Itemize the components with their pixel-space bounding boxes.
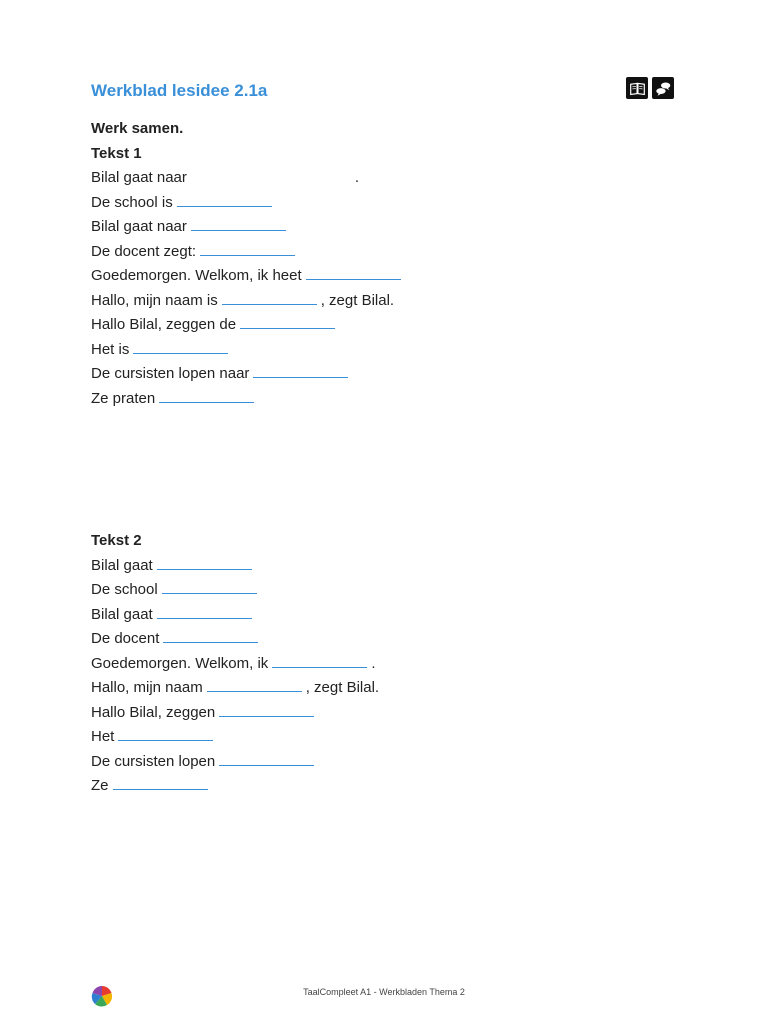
exercise-line xyxy=(91,725,379,750)
line-text: Goedemorgen. Welkom, ik xyxy=(91,654,269,672)
exercise-line xyxy=(91,701,379,726)
answer-blank[interactable] xyxy=(157,555,252,570)
exercise-line xyxy=(91,166,401,191)
line-suffix: . xyxy=(371,654,376,672)
answer-blank[interactable] xyxy=(253,363,348,378)
exercise-line xyxy=(91,603,379,628)
exercise-line xyxy=(91,387,401,412)
line-text: Hallo, mijn naam is xyxy=(91,291,218,309)
line-trailing-period: . xyxy=(354,169,360,186)
header-icons xyxy=(626,77,674,99)
line-suffix: , zegt Bilal. xyxy=(320,291,395,309)
answer-blank[interactable] xyxy=(159,388,254,403)
speech-bubbles-icon xyxy=(652,77,674,99)
exercise-line xyxy=(91,750,379,775)
line-suffix: , zegt Bilal. xyxy=(305,679,380,696)
footer-text: TaalCompleet A1 - Werkbladen Thema 2 xyxy=(303,987,465,997)
answer-blank[interactable] xyxy=(133,339,228,354)
answer-blank[interactable] xyxy=(200,241,295,256)
line-text: Hallo Bilal, zeggen de xyxy=(91,316,237,333)
answer-blank[interactable] xyxy=(219,751,314,766)
line-text: De docent xyxy=(91,630,160,647)
exercise-line xyxy=(91,215,401,240)
exercise-line xyxy=(91,774,379,799)
answer-blank[interactable] xyxy=(113,775,208,790)
exercise-line xyxy=(91,338,401,363)
answer-blank[interactable] xyxy=(177,192,272,207)
exercise-line xyxy=(91,191,401,216)
line-text: Hallo, mijn naam xyxy=(91,679,203,696)
answer-blank[interactable] xyxy=(118,726,213,741)
exercise-line xyxy=(91,240,401,265)
answer-blank[interactable] xyxy=(306,265,401,280)
exercise-line xyxy=(91,676,379,701)
line-text: Ze praten xyxy=(91,389,156,407)
instruction: Werk samen. xyxy=(91,120,184,137)
exercise-line xyxy=(91,362,401,387)
line-text: Bilal gaat naar xyxy=(91,169,187,186)
answer-blank[interactable] xyxy=(163,628,258,643)
tekst-2-heading: Tekst 2 xyxy=(91,532,142,549)
answer-blank[interactable] xyxy=(162,579,257,594)
line-text: De school is xyxy=(91,193,173,211)
line-text: De docent zegt: xyxy=(91,242,197,260)
line-text: Het is xyxy=(91,340,130,358)
tekst-1-heading: Tekst 1 xyxy=(91,144,142,162)
answer-blank[interactable] xyxy=(240,314,335,329)
exercise-line xyxy=(91,264,401,289)
line-text: Bilal gaat naar xyxy=(91,218,187,235)
line-text: Hallo Bilal, zeggen xyxy=(91,703,216,721)
line-text: Het xyxy=(91,728,115,745)
line-text: Bilal gaat xyxy=(91,556,153,574)
line-text: De cursisten lopen xyxy=(91,752,216,770)
exercise-line xyxy=(91,289,401,314)
answer-blank[interactable] xyxy=(191,216,286,231)
answer-blank[interactable] xyxy=(207,677,302,692)
line-text: Ze xyxy=(91,777,109,794)
answer-blank[interactable] xyxy=(272,653,367,668)
line-text: Bilal gaat xyxy=(91,605,153,623)
tekst-2-block xyxy=(91,529,379,799)
book-icon xyxy=(626,77,648,99)
line-text: Goedemorgen. Welkom, ik heet xyxy=(91,267,302,284)
exercise-line xyxy=(91,313,401,338)
exercise-line xyxy=(91,652,379,677)
exercise-line xyxy=(91,554,379,579)
exercise-line xyxy=(91,578,379,603)
answer-blank[interactable] xyxy=(222,290,317,305)
page-title: Werkblad lesidee 2.1a xyxy=(91,81,268,100)
answer-blank[interactable] xyxy=(219,702,314,717)
exercise-line xyxy=(91,627,379,652)
answer-blank[interactable] xyxy=(157,604,252,619)
tekst-1-block xyxy=(91,117,401,411)
line-text: De school xyxy=(91,581,158,598)
line-text: De cursisten lopen naar xyxy=(91,365,250,382)
